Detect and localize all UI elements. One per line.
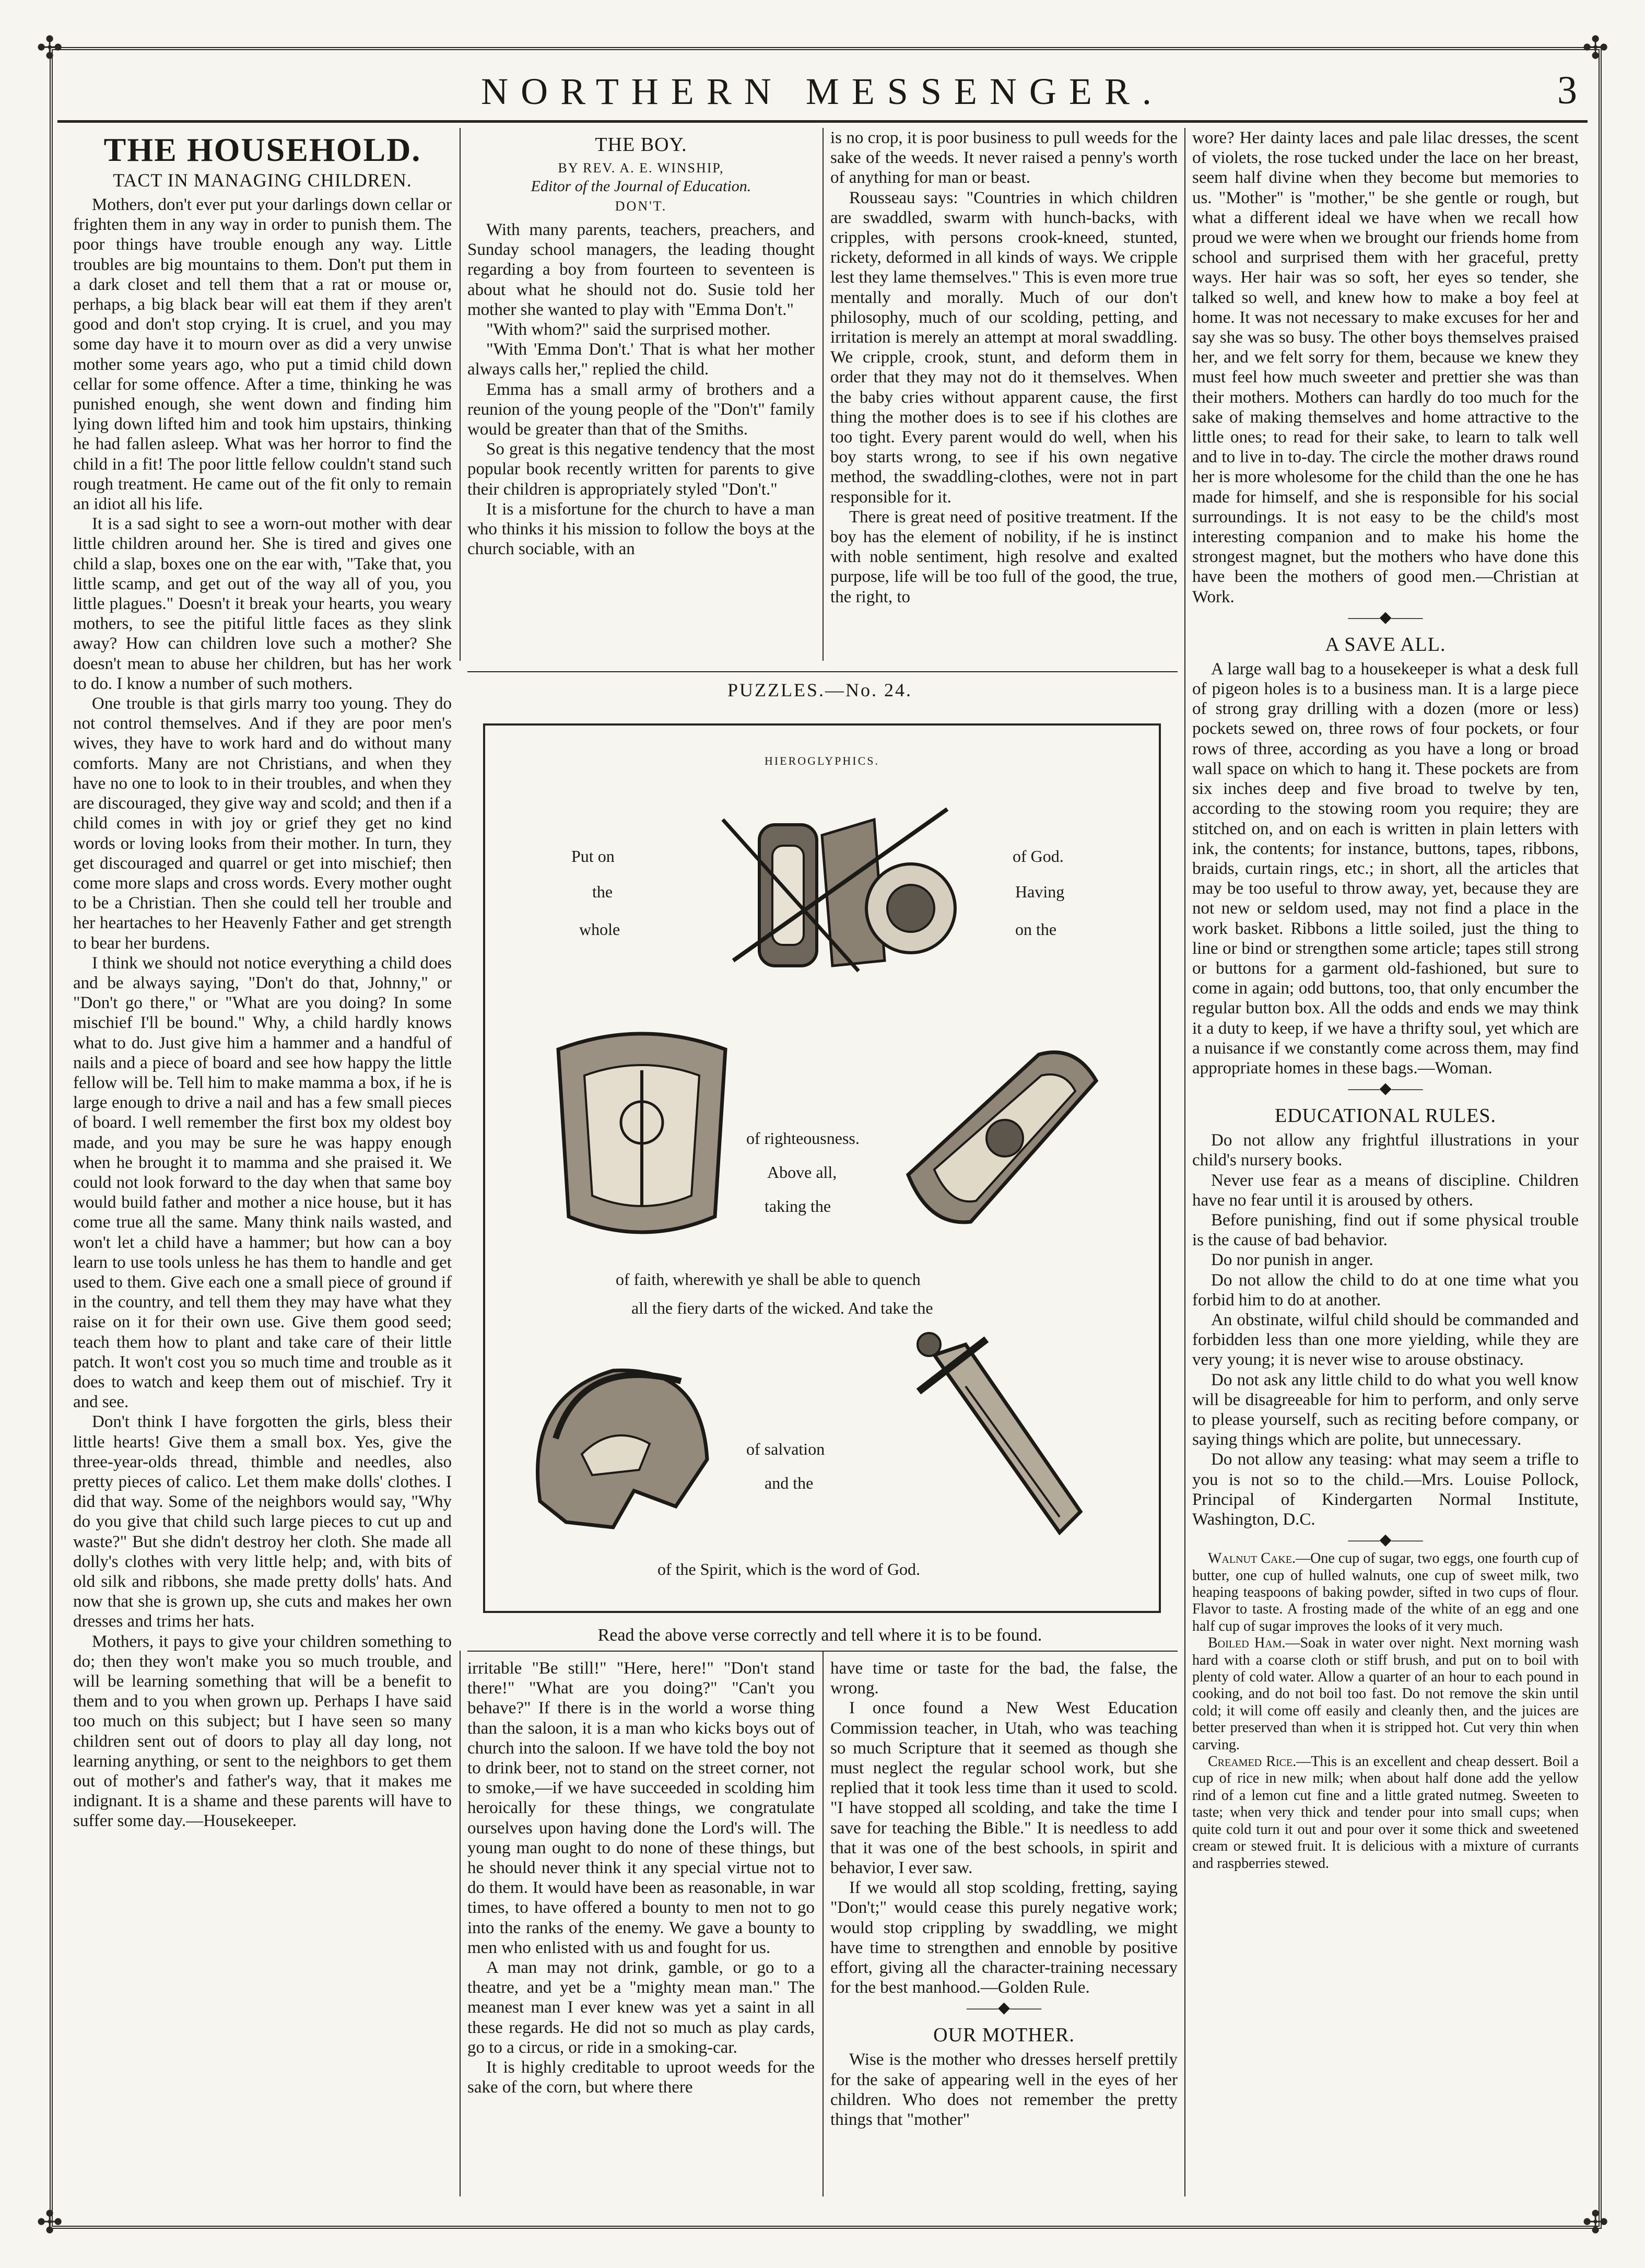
- paragraph: have time or taste for the bad, the false, the wrong.: [830, 1659, 1178, 1698]
- household-column: [73, 128, 452, 2196]
- column-rule: [822, 1651, 824, 2196]
- section-divider: ——◆——: [1348, 608, 1423, 626]
- paragraph: It is a misfortune for the church to have a man who thinks it his mission to follow the boys at the church sociable, with an: [467, 499, 815, 559]
- paragraph: If we would all stop scolding, fretting, saying "Don't;" would cease this purely negative work; would stop crippling by swaddling, we might have time to strengthen and ennoble by positive effort, giving all the character-training necessary for the best manhood.—Golden Rule.: [830, 1878, 1178, 1997]
- recipe-name: Walnut Cake.: [1208, 1550, 1296, 1567]
- page-number: 3: [1557, 68, 1577, 112]
- puzzle-text: Above all,: [767, 1163, 837, 1182]
- rule-item: Do nor punish in anger.: [1211, 1250, 1373, 1270]
- rule-item: Never use fear as a means of discipline. Children have no fear until it is aroused by others.: [1192, 1171, 1579, 1210]
- boy-subhead: DON'T.: [615, 198, 667, 214]
- paragraph: "With whom?" said the surprised mother.: [486, 320, 771, 340]
- puzzle-text: of faith, wherewith ye shall be able to quench: [616, 1270, 921, 1289]
- newspaper-title: NORTHERN MESSENGER.: [481, 71, 1164, 112]
- rule-item: Do not allow the child to do at one time what you forbid him to do at another.: [1192, 1270, 1579, 1310]
- paragraph: Mothers, it pays to give your children something to do; then they won't make you so much trouble, and will be learning something that will be a benefit to them and to you when grown up. Perhaps I have said too much on this subject; but I have seen so many children sent out of doors to play all day long, not learning anything, or sent to the neighbors to get them out of mother's and father's way, that it makes me indignant. It is a shame and these parents will have to suffer some day.—Housekeeper.: [73, 1632, 452, 1831]
- column-rule: [460, 1651, 461, 2196]
- puzzle-text: Having: [1015, 882, 1065, 901]
- puzzle-text: taking the: [765, 1197, 831, 1215]
- armor-icon: [702, 788, 973, 981]
- boy-heading: THE BOY.: [595, 134, 687, 156]
- puzzle-text: Put on: [571, 847, 615, 866]
- recipe: [1192, 1753, 1579, 1872]
- puzzle-text: on the: [1015, 920, 1057, 939]
- sword-icon: [903, 1324, 1112, 1548]
- editor-line: Editor of the Journal of Education.: [531, 178, 751, 195]
- breastplate-icon: [537, 1018, 746, 1248]
- recipe: [1192, 1635, 1579, 1753]
- recipe-text: —Soak in water over night. Next morning wash hard with a coarse cloth or stiff brush, and put on to boil with plenty of cold water. Allow a quarter of an hour to each pound in cooking, and do not boil too fast. Do not remove the skin until cold; it will come off easily and cleanly then, and the juices are better preserved than when it is stripped hot. Cut very thin when carving.: [1192, 1635, 1579, 1753]
- paragraph: Mothers, don't ever put your darlings down cellar or frighten them in any way in order to punish them. The poor things have trouble enough any way. Little troubles are big mountains to them. Don't put them in a dark closet and tell them that a rat or mouse or, perhaps, a big black bear will eat them if they aren't good and don't stop crying. It is cruel, and you may some day have it to mourn over as did a very unwise mother some years ago, who put a timid child down cellar for some offence. After a time, thinking he was punished enough, she went down and finding him lying down lifted him and took him upstairs, thinking he had fallen asleep. What was her horror to find the child in a fit! The poor little fellow couldn't stand such rough treatment. He came out of the fit only to remain an idiot all his life.: [73, 195, 452, 514]
- paragraph: I think we should not notice everything a child does and be always saying, "Don't do that, Johnny," or "Don't go there," or "What are you doing? In some mischief I'll be bound." Why, a child hardly knows what to do. Just give him a hammer and a handful of nails and a piece of board and see how happy the little fellow will be. Tell him to make mamma a box, if he is large enough to drive a nail and has a few small pieces of board. I well remember the first box my oldest boy made, and you may be sure he was happy enough when he brought it to mamma and she praised it. We could not look forward to the day when that same boy would build father and mother a nice house, but it has come true all the same. Many think nails wasted, and won't let a child have a hammer; but how can a boy learn to use tools unless he has them to handle and get used to them. Give each one a small piece of ground if in the country, and tell them they may have what they raise on it for their own use. Give them good seed; teach them how to plant and take care of their little patch. It won't cost you so much time and trouble as it does to watch and keep them out of mischief. Try it and see.: [73, 953, 452, 1412]
- paragraph: A man may not drink, gamble, or go to a theatre, and yet be a "mighty mean man." The meanest man I ever knew was yet a saint in all these regards. He did not so much as play cards, go to a circus, or ride in a smoking-car.: [467, 1958, 815, 2057]
- right-column: [1192, 128, 1579, 2196]
- corner-ornament-icon: ✣: [1582, 2205, 1609, 2240]
- paragraph: It is a sad sight to see a worn-out mother with dear little children around her. She is tired and gives one child a slap, boxes one on the ear with, "Take that, you little scamp, and get out of the way all of you, you little plagues." Doesn't it break your hearts, you weary mothers, to see the pitiful little faces as they slink away? How can children love such a mother? She doesn't mean to abuse her children, but has her work to do. I know a number of such mothers.: [73, 515, 452, 693]
- paragraph: A large wall bag to a housekeeper is what a desk full of pigeon holes is to a business man. It is a large piece of strong gray drilling with a dozen (more or less) pockets sewed on, three rows of four pockets, or four rows of three, according as you have a long or broad wall space on which to hang it. These pockets are from six inches deep and five broad to twelve by ten, according to the stowing room you require; they are stitched on, and on each is written in plain letters with ink, the contents; for instance, buttons, tapes, ribbons, braids, curtain rings, etc.; in short, all the articles that may be too useful to throw away, yet, because they are not new or seldom used, may not find a place in the work basket. Ribbons a little soiled, just the thing to line or bind or strengthen some article; tapes still strong or buttons for a garment old-fashioned, but sure to come in again; odd buttons, too, that only encumber the regular button box. All the odds and ends we may think it a duty to keep, if we have a thrifty soul, yet which are a nuisance if we constantly come across them, may find appropriate homes in these bags.—Woman.: [1192, 659, 1579, 1078]
- paragraph: One trouble is that girls marry too young. They do not control themselves. And if they are poor men's wives, they have to work hard and do without many comforts. Many are not Christians, and when they have no one to look to in their troubles, and when they are discouraged, they give way and scold; and then if a child comes in with joy or grief they get no kind words or loving looks from their mother. In turn, they get discouraged and quarrel or get into mischief; then come more slaps and cross words. Every mother ought to be a Christian. Then she could tell her trouble and her heartaches to her Heavenly Father and get strength to bear her burdens.: [73, 694, 452, 953]
- puzzle-text: whole: [579, 920, 620, 939]
- corner-ornament-icon: ✣: [37, 2205, 63, 2240]
- puzzle-text: all the fiery darts of the wicked. And take the: [631, 1299, 933, 1317]
- rule-item: An obstinate, wilful child should be commanded and forbidden less than one more yielding, while they are very young; it is never wise to arouse obstinacy.: [1192, 1310, 1579, 1370]
- paragraph: I once found a New West Education Commission teacher, in Utah, who was teaching so much Scripture that it seemed as though she must neglect the regular school work, but she replied that it took less time than it used to scold. "I have stopped all scolding, and take the time I save for teaching the Bible." It is needless to add that it was one of the best schools, in spirit and behavior, I ever saw.: [830, 1699, 1178, 1878]
- paragraph: wore? Her dainty laces and pale lilac dresses, the scent of violets, the rose tucked under the lace on her breast, seem half divine when they become but memories to us. "Mother" is "mother," be she gentle or rough, but what a different ideal we have when we recall how proud we were when we brought our friends home from school and surprised them with her graceful, pretty ways. Her hair was so soft, her eyes so tender, she talked so well, and knew how to make a boy feel at home. It was not necessary to make excuses for her and say she was so busy. The other boys themselves praised her, and we felt sorry for them, because we knew they must feel how much sweeter and prettier she was than their mothers. Mothers can hardly do too much for the sake of making themselves and home attractive to the little ones; to read for their sake, to learn to talk well and to live in to-day. The circle the mother draws round her is more wholesome for the child than the one he has made for himself, and she is responsible for his social surroundings. It is not easy to be the child's most interesting companion and to make his home the strongest magnet, but the mothers who have done this have been the mothers of good men.—Christian at Work.: [1192, 128, 1579, 606]
- masthead: [57, 63, 1588, 123]
- puzzle-text: of the Spirit, which is the word of God.: [657, 1560, 921, 1579]
- recipe-text: —This is an excellent and cheap dessert. Boil a cup of rice in new milk; when about half done add the yellow rind of a lemon cut fine and a little grated nutmeg. Sweeten to taste; when very thick and tender pour into small cups; when quite cold turn it out and pour over it some thick and sweetened cream or stewed fruit. It is delicious with a mixture of currants and raspberries stewed.: [1192, 1753, 1579, 1872]
- puzzle-text: of righteousness.: [746, 1129, 860, 1148]
- boy-column: [467, 128, 815, 669]
- column-rule: [1184, 128, 1185, 2196]
- corner-ornament-icon: ✣: [37, 31, 63, 65]
- paragraph: Wise is the mother who dresses herself prettily for the sake of appearing well in the eyes of her children. Who does not remember the pretty things that "mother": [830, 2050, 1178, 2130]
- recipe-name: Boiled Ham.: [1208, 1635, 1286, 1652]
- paragraph: There is great need of positive treatment. If the boy has the element of nobility, if he is instinct with noble sentiment, high resolve and exalted purpose, life will be too full of the good, the true, the right, to: [830, 507, 1178, 606]
- puzzles-title: PUZZLES.—No. 24.: [727, 680, 912, 700]
- boy-end-column: [830, 1658, 1178, 2196]
- recipes: [1192, 1550, 1579, 1872]
- puzzle-top-rule: [467, 671, 1178, 672]
- paragraph: is no crop, it is poor business to pull weeds for the sake of the weeds. It never raised a penny's worth of anything for man or beast.: [830, 128, 1178, 188]
- rule-item: Do not allow any teasing: what may seem a trifle to you is not so to the child.—Mrs. Louise Pollock, Principal of Kindergarten Normal Institute, Washington, D.C.: [1192, 1450, 1579, 1529]
- puzzle-box: [483, 723, 1161, 1613]
- paragraph: It is highly creditable to uproot weeds for the sake of the corn, but where there: [467, 2058, 815, 2097]
- our-mother-heading: OUR MOTHER.: [933, 2024, 1075, 2047]
- save-all-heading: A SAVE ALL.: [1325, 633, 1446, 656]
- column-rule: [822, 128, 824, 661]
- boy-bottom-column: [467, 1658, 815, 2196]
- paragraph: irritable "Be still!" "Here, here!" "Don't stand there!" "What are you doing?" "Can't you behave?" If there is in the world a worse thing than the saloon, it is a man who kicks boys out of church into the saloon. If we have told the boy not to drink beer, not to stand on the street corner, not to smoke,—if we have succeeded in scolding him heroically for these things, we congratulate ourselves upon having done the Lord's will. The young man ought to do none of these things, but he should never think it any special virtue not to do them. It would have been as reasonable, in war times, to have offered a bounty to men not to go into the ranks of the enemy. We gave a bounty to men who enlisted with us and fought for us.: [467, 1659, 815, 1957]
- hieroglyphics-label: HIEROGLYPHICS.: [764, 754, 880, 767]
- corner-ornament-icon: ✣: [1582, 31, 1609, 65]
- paragraph: So great is this negative tendency that the most popular book recently written for parents to give their children is appropriately styled "Don't.": [467, 440, 815, 499]
- paragraph: Rousseau says: "Countries in which children are swaddled, swarm with hunch-backs, with cripples, with persons crook-kneed, stunted, rickety, deformed in all kinds of ways. We cripple lest they lame themselves." This is even more true mentally and morally. Much of our don't philosophy, much of our scolding, petting, and irritation is merely an attempt at moral swaddling. We cripple, crook, stunt, and deform them in order that they may not do it themselves. When the baby cries without apparent cause, the first thing the mother does is to see if his clothes are too tight. Every parent would do well, when his boy starts wrong, to see if his own negative method, the swaddling-clothes, were not in part responsible for it.: [830, 188, 1178, 507]
- recipe-text: —One cup of sugar, two eggs, one fourth cup of butter, one cup of hulled walnuts, one cup of sweet milk, two heaping teaspoons of baking powder, sifted in two cups of flour. Flavor to taste. A frosting made of the white of an egg and one half cup of sugar improves the looks of it very much.: [1192, 1550, 1579, 1634]
- puzzle-text: of salvation: [746, 1440, 825, 1458]
- rule-item: Do not allow any frightful illustrations in your child's nursery books.: [1192, 1131, 1579, 1170]
- recipe-name: Creamed Rice.: [1208, 1753, 1297, 1770]
- paragraph: Emma has a small army of brothers and a reunion of the young people of the "Don't" family would be greater than that of the Smiths.: [467, 380, 815, 439]
- puzzle-text: the: [592, 882, 613, 901]
- recipe: [1192, 1550, 1579, 1635]
- section-divider: ——◆——: [966, 1999, 1042, 2017]
- column-rule: [460, 128, 461, 661]
- section-divider: ——◆——: [1348, 1080, 1423, 1097]
- puzzle-bottom-rule: [467, 1651, 1178, 1652]
- puzzle-text: and the: [765, 1474, 814, 1492]
- section-divider: ——◆——: [1348, 1531, 1423, 1549]
- paragraph: With many parents, teachers, preachers, and Sunday school managers, the leading thought regarding a boy from fourteen to seventeen is about what he should not do. Susie told her mother she wanted to play with "Emma Don't.": [467, 220, 815, 319]
- paragraph: Don't think I have forgotten the girls, bless their little hearts! Give them a small box. Yes, give the three-year-olds thread, thimble and needles, also pretty pieces of calico. Let them make dolls' clothes. I did that way. Some of the neighbors would say, "Why do you give that child such large pieces to cut up and waste?" But she didn't destroy her cloth. She made all dolly's clothes with very little help; and, with bits of old silk and ribbons, she made pretty dolls' hats. And now that she is grown up, she cuts and makes her own dresses and trims her hats.: [73, 1412, 452, 1631]
- household-heading: THE HOUSEHOLD.: [103, 131, 421, 168]
- puzzle-text: of God.: [1013, 847, 1064, 866]
- educational-rules-heading: EDUCATIONAL RULES.: [1274, 1105, 1496, 1127]
- shield-icon: [892, 1039, 1117, 1237]
- byline: BY REV. A. E. WINSHIP,: [558, 160, 724, 176]
- helmet-icon: [509, 1334, 728, 1553]
- puzzle-caption: Read the above verse correctly and tell where it is to be found.: [597, 1626, 1042, 1645]
- household-subheading: TACT IN MANAGING CHILDREN.: [113, 170, 412, 191]
- boy-continued-column: [830, 128, 1178, 669]
- rule-item: Before punishing, find out if some physical trouble is the cause of bad behavior.: [1192, 1210, 1579, 1250]
- rule-item: Do not ask any little child to do what you well know will be disagreeable for him to perform, and only serve to please yourself, such as reciting before company, or saying things which are polite, but unnecessary.: [1192, 1370, 1579, 1449]
- paragraph: "With 'Emma Don't.' That is what her mother always calls her," replied the child.: [467, 340, 815, 379]
